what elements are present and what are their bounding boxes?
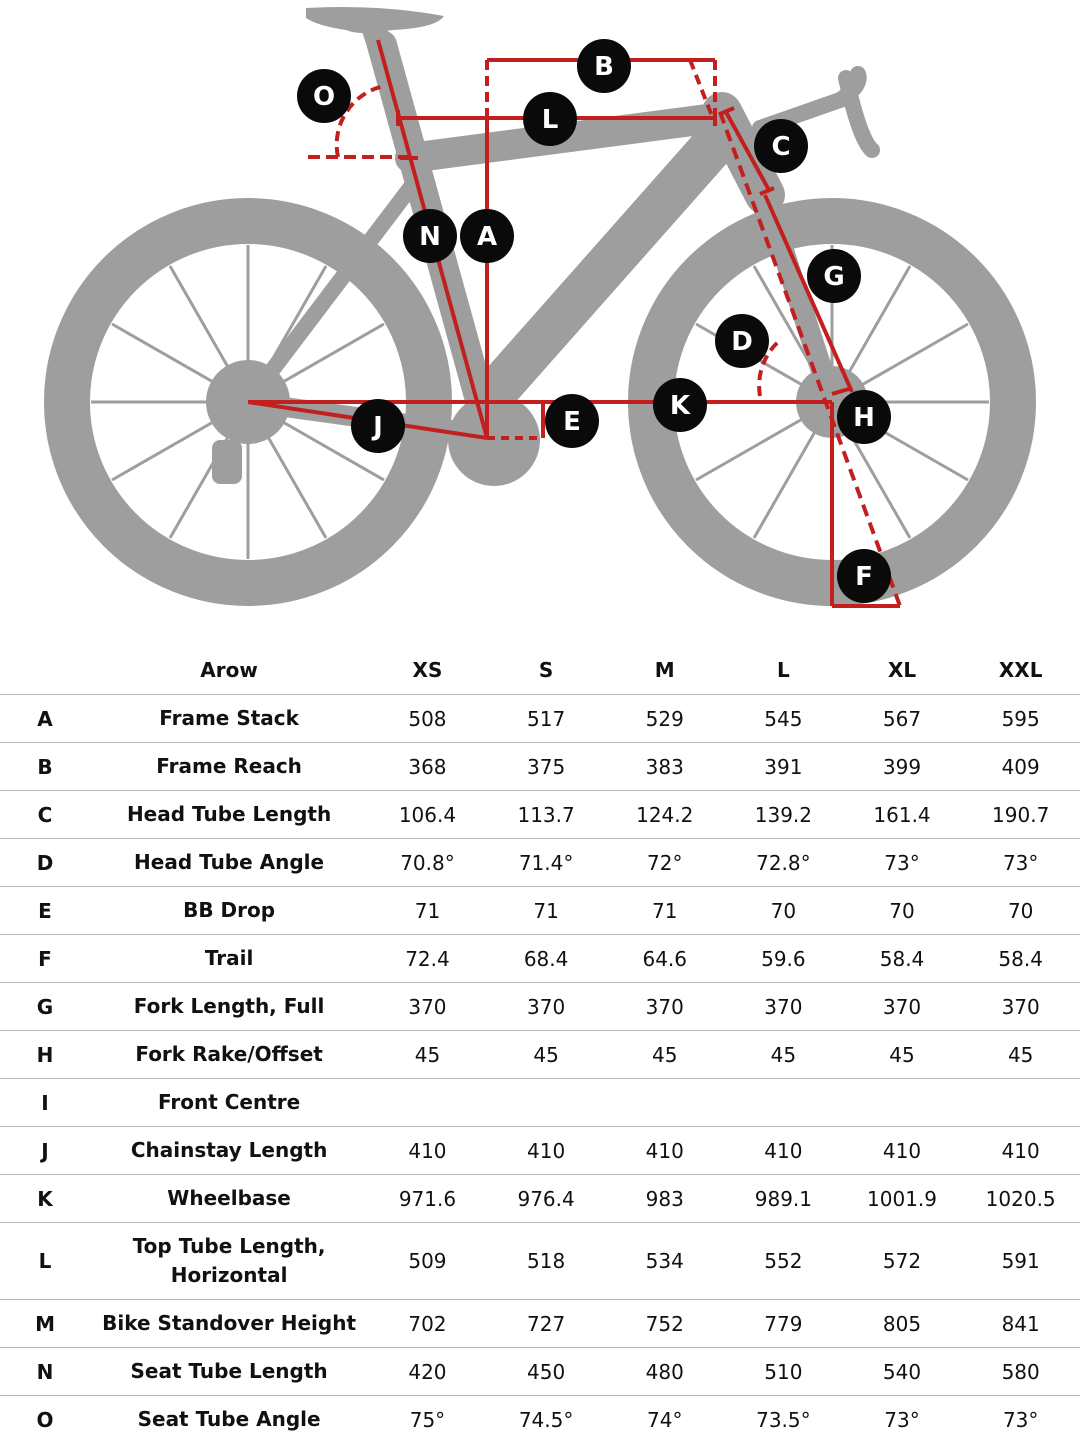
table-row (0, 695, 1080, 743)
svg-text:K: K (670, 391, 691, 421)
label-h (837, 390, 891, 444)
row-value: 567 (843, 695, 962, 743)
row-value: 805 (843, 1300, 962, 1348)
svg-text:G: G (823, 262, 844, 292)
row-value: 370 (843, 983, 962, 1031)
row-value: 45 (961, 1031, 1080, 1079)
row-value: 74° (605, 1396, 724, 1443)
row-value: 74.5° (487, 1396, 606, 1443)
row-measurement-name: Trail (90, 935, 368, 983)
header-model-name: Arow (90, 646, 368, 695)
row-value (605, 1079, 724, 1127)
row-value: 545 (724, 695, 843, 743)
svg-text:C: C (771, 132, 790, 162)
bike-geometry-diagram (0, 0, 1080, 640)
row-code: G (0, 983, 90, 1031)
row-code: K (0, 1175, 90, 1223)
row-value: 410 (843, 1127, 962, 1175)
row-value: 702 (368, 1300, 487, 1348)
row-value: 72.4 (368, 935, 487, 983)
svg-text:O: O (313, 82, 335, 112)
row-value: 572 (843, 1223, 962, 1300)
row-value: 139.2 (724, 791, 843, 839)
header-size: XXL (961, 646, 1080, 695)
table-row (0, 1348, 1080, 1396)
row-value: 420 (368, 1348, 487, 1396)
row-value: 410 (368, 1127, 487, 1175)
label-j (351, 399, 405, 453)
svg-text:E: E (563, 407, 581, 437)
row-code: N (0, 1348, 90, 1396)
row-value: 45 (843, 1031, 962, 1079)
label-g (807, 249, 861, 303)
row-value: 529 (605, 695, 724, 743)
table-row (0, 1396, 1080, 1443)
row-value: 370 (487, 983, 606, 1031)
row-value: 70 (843, 887, 962, 935)
row-value: 45 (724, 1031, 843, 1079)
svg-text:D: D (731, 327, 753, 357)
label-o (297, 69, 351, 123)
row-value: 58.4 (843, 935, 962, 983)
row-value: 409 (961, 743, 1080, 791)
row-value: 370 (605, 983, 724, 1031)
svg-text:A: A (477, 222, 497, 252)
row-code: O (0, 1396, 90, 1443)
row-value: 595 (961, 695, 1080, 743)
row-value: 190.7 (961, 791, 1080, 839)
row-value: 370 (724, 983, 843, 1031)
saddle (306, 7, 444, 33)
table-row (0, 743, 1080, 791)
row-value: 73° (843, 839, 962, 887)
row-measurement-name: Frame Reach (90, 743, 368, 791)
row-value: 72° (605, 839, 724, 887)
table-row (0, 935, 1080, 983)
svg-text:H: H (853, 403, 875, 433)
row-value: 59.6 (724, 935, 843, 983)
row-value: 375 (487, 743, 606, 791)
row-value: 518 (487, 1223, 606, 1300)
row-value: 73° (843, 1396, 962, 1443)
row-value: 391 (724, 743, 843, 791)
header-size: XL (843, 646, 962, 695)
row-measurement-name: Top Tube Length, Horizontal (90, 1223, 368, 1300)
row-value: 71 (368, 887, 487, 935)
row-value: 45 (487, 1031, 606, 1079)
row-value: 1020.5 (961, 1175, 1080, 1223)
table-row (0, 1127, 1080, 1175)
row-value: 73° (961, 1396, 1080, 1443)
svg-text:N: N (419, 222, 441, 252)
row-code: J (0, 1127, 90, 1175)
table-row (0, 1031, 1080, 1079)
geometry-table (0, 646, 1080, 1443)
row-measurement-name: Fork Length, Full (90, 983, 368, 1031)
row-code: H (0, 1031, 90, 1079)
row-code: B (0, 743, 90, 791)
row-value: 976.4 (487, 1175, 606, 1223)
row-value: 64.6 (605, 935, 724, 983)
row-value: 370 (368, 983, 487, 1031)
row-value: 1001.9 (843, 1175, 962, 1223)
row-measurement-name: Front Centre (90, 1079, 368, 1127)
row-measurement-name: Wheelbase (90, 1175, 368, 1223)
row-value: 727 (487, 1300, 606, 1348)
row-code: A (0, 695, 90, 743)
row-code: I (0, 1079, 90, 1127)
row-measurement-name: Head Tube Angle (90, 839, 368, 887)
header-size: S (487, 646, 606, 695)
row-value: 509 (368, 1223, 487, 1300)
row-value: 410 (961, 1127, 1080, 1175)
svg-text:J: J (371, 412, 383, 442)
row-value: 983 (605, 1175, 724, 1223)
table-row (0, 1223, 1080, 1300)
row-value: 75° (368, 1396, 487, 1443)
row-measurement-name: BB Drop (90, 887, 368, 935)
row-value (843, 1079, 962, 1127)
row-value: 73.5° (724, 1396, 843, 1443)
table-body (0, 695, 1080, 1443)
row-value: 841 (961, 1300, 1080, 1348)
row-value: 410 (605, 1127, 724, 1175)
svg-text:F: F (855, 562, 873, 592)
row-measurement-name: Frame Stack (90, 695, 368, 743)
header-size: L (724, 646, 843, 695)
row-value: 552 (724, 1223, 843, 1300)
row-measurement-name: Seat Tube Angle (90, 1396, 368, 1443)
row-measurement-name: Chainstay Length (90, 1127, 368, 1175)
row-value: 989.1 (724, 1175, 843, 1223)
table-row (0, 983, 1080, 1031)
row-value: 383 (605, 743, 724, 791)
row-value: 161.4 (843, 791, 962, 839)
row-value: 73° (961, 839, 1080, 887)
label-k (653, 378, 707, 432)
row-value: 517 (487, 695, 606, 743)
label-l (523, 92, 577, 146)
row-value: 124.2 (605, 791, 724, 839)
table-row (0, 887, 1080, 935)
bike-silhouette (67, 7, 1013, 583)
row-value: 370 (961, 983, 1080, 1031)
row-value: 752 (605, 1300, 724, 1348)
row-value: 480 (605, 1348, 724, 1396)
svg-text:B: B (594, 52, 614, 82)
row-value: 508 (368, 695, 487, 743)
row-measurement-name: Seat Tube Length (90, 1348, 368, 1396)
header-code (0, 646, 90, 695)
table-row (0, 791, 1080, 839)
row-value: 71 (487, 887, 606, 935)
row-code: D (0, 839, 90, 887)
row-value: 410 (487, 1127, 606, 1175)
row-measurement-name: Bike Standover Height (90, 1300, 368, 1348)
row-value: 540 (843, 1348, 962, 1396)
label-n (403, 209, 457, 263)
row-code: M (0, 1300, 90, 1348)
row-code: C (0, 791, 90, 839)
row-value: 779 (724, 1300, 843, 1348)
row-measurement-name: Head Tube Length (90, 791, 368, 839)
row-code: L (0, 1223, 90, 1300)
row-value: 971.6 (368, 1175, 487, 1223)
table-header-row (0, 646, 1080, 695)
row-value: 368 (368, 743, 487, 791)
row-value (368, 1079, 487, 1127)
table-row (0, 1175, 1080, 1223)
header-size: M (605, 646, 724, 695)
label-e (545, 394, 599, 448)
table-row (0, 839, 1080, 887)
row-measurement-name: Fork Rake/Offset (90, 1031, 368, 1079)
svg-text:L: L (542, 105, 559, 135)
row-value: 591 (961, 1223, 1080, 1300)
row-value: 72.8° (724, 839, 843, 887)
row-value: 71.4° (487, 839, 606, 887)
row-value: 70 (961, 887, 1080, 935)
row-value (487, 1079, 606, 1127)
table-row (0, 1079, 1080, 1127)
rear-derailleur (212, 440, 242, 484)
label-a (460, 209, 514, 263)
label-c (754, 119, 808, 173)
row-value: 399 (843, 743, 962, 791)
row-value: 106.4 (368, 791, 487, 839)
row-value: 71 (605, 887, 724, 935)
row-value: 510 (724, 1348, 843, 1396)
label-f (837, 549, 891, 603)
row-value: 45 (368, 1031, 487, 1079)
row-value: 580 (961, 1348, 1080, 1396)
row-value: 450 (487, 1348, 606, 1396)
row-value: 534 (605, 1223, 724, 1300)
row-value: 45 (605, 1031, 724, 1079)
row-value: 68.4 (487, 935, 606, 983)
table-row (0, 1300, 1080, 1348)
row-value (961, 1079, 1080, 1127)
row-code: F (0, 935, 90, 983)
row-value: 70 (724, 887, 843, 935)
row-value: 70.8° (368, 839, 487, 887)
label-b (577, 39, 631, 93)
row-value: 58.4 (961, 935, 1080, 983)
header-size: XS (368, 646, 487, 695)
row-code: E (0, 887, 90, 935)
row-value (724, 1079, 843, 1127)
label-d (715, 314, 769, 368)
row-value: 410 (724, 1127, 843, 1175)
row-value: 113.7 (487, 791, 606, 839)
